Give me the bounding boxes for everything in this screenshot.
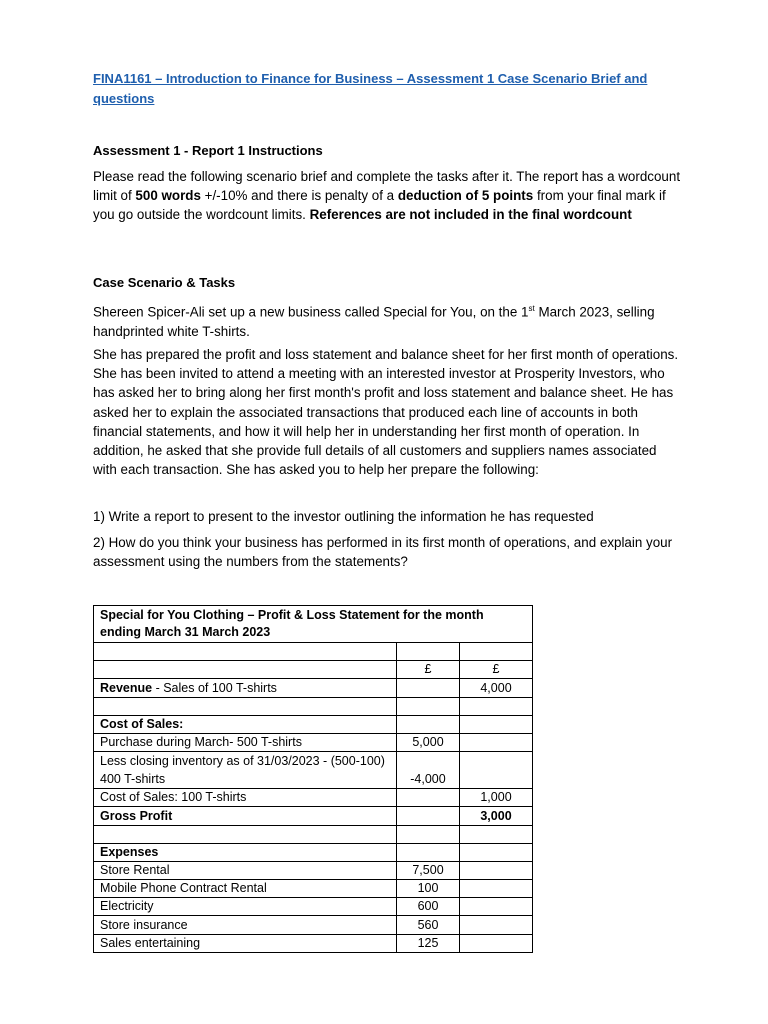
document-title-link[interactable]: FINA1161 – Introduction to Finance for Business – Assessment 1 Case Scenario Brief and questions: [93, 71, 648, 106]
table-row-closing: [94, 752, 533, 789]
cos-value: 1,000: [460, 789, 533, 807]
table-row-expense: [94, 861, 533, 879]
expense-value: 560: [397, 916, 460, 934]
instr-text-e: from your final mark if you go outside the wordcount limits.: [93, 188, 666, 223]
table-row-expenses-heading: [94, 843, 533, 861]
revenue-value: 4,000: [460, 679, 533, 697]
instructions-paragraph: [93, 167, 683, 225]
case-paragraph-1: [93, 299, 683, 341]
task-question-1: 1) Write a report to present to the investor outlining the information he has requested: [93, 509, 594, 524]
expense-value: 100: [397, 880, 460, 898]
table-row-expense: [94, 916, 533, 934]
table-row-expense: [94, 934, 533, 952]
case-heading: Case Scenario & Tasks: [93, 275, 236, 290]
expense-label: Sales entertaining: [94, 934, 397, 952]
table-row-purchase: [94, 733, 533, 751]
revenue-desc: - Sales of 100 T-shirts: [152, 680, 277, 695]
gross-profit-label: Gross Profit: [94, 807, 397, 825]
instr-references-note: References are not included in the final wordcount: [309, 207, 632, 223]
closing-value: -4,000: [397, 752, 460, 789]
instr-text-c: +/-10% and there is penalty of a: [200, 188, 398, 204]
cos-label: Cost of Sales: 100 T-shirts: [94, 789, 397, 807]
case-p1-sup: st: [528, 304, 535, 313]
purchase-label: Purchase during March- 500 T-shirts: [94, 733, 397, 751]
table-row-cos: [94, 789, 533, 807]
table-row-revenue: [94, 679, 533, 697]
currency-col-2: £: [460, 661, 533, 679]
table-row: [94, 825, 533, 843]
expense-label: Electricity: [94, 898, 397, 916]
table-heading: Special for You Clothing – Profit & Loss Statement for the month ending March 31 March 2023: [94, 606, 533, 643]
expense-value: 125: [397, 934, 460, 952]
purchase-value: 5,000: [397, 733, 460, 751]
table-row-currency: [94, 661, 533, 679]
closing-label: Less closing inventory as of 31/03/2023 - (500-100) 400 T-shirts: [94, 752, 397, 789]
instr-word-limit: 500 words: [135, 188, 201, 204]
instructions-heading: Assessment 1 - Report 1 Instructions: [93, 143, 323, 158]
expense-label: Store Rental: [94, 861, 397, 879]
cos-heading: Cost of Sales:: [94, 715, 397, 733]
expense-label: Store insurance: [94, 916, 397, 934]
table-row-cos-heading: [94, 715, 533, 733]
currency-col-1: £: [397, 661, 460, 679]
profit-loss-table: [93, 605, 533, 953]
revenue-label: Revenue: [100, 680, 153, 695]
table-row-expense: [94, 898, 533, 916]
case-p1-a: Shereen Spicer-Ali set up a new business called Special for You, on the 1: [93, 304, 529, 320]
table-row-expense: [94, 880, 533, 898]
expense-value: 7,500: [397, 861, 460, 879]
instr-penalty: deduction of 5 points: [397, 188, 534, 204]
case-paragraph-2: She has prepared the profit and loss statement and balance sheet for her first month of operations. She has been invited to attend a meeting with an interested investor at Prosperity Investors, who has asked her to bring along her first month's profit and loss statement and balance sheet. He has asked her to explain the associated transactions that produced each line of accounts in both financial statements, and how it will help her in understanding her first month of operation. In addition, he asked that she provide full details of all customers and suppliers names associated with each transaction. She has asked you to help her prepare the following:: [93, 347, 679, 478]
expense-value: 600: [397, 898, 460, 916]
table-row-gross-profit: [94, 807, 533, 825]
expense-label: Mobile Phone Contract Rental: [94, 880, 397, 898]
table-row: [94, 643, 533, 661]
case-p1-b: March 2023, selling handprinted white T-shirts.: [93, 304, 655, 339]
gross-profit-value: 3,000: [460, 807, 533, 825]
instr-text-a: Please read the following scenario brief and complete the tasks after it. The report has a wordcount limit of: [93, 169, 681, 204]
table-header-row: [94, 606, 533, 643]
expenses-heading: Expenses: [94, 843, 397, 861]
table-row: [94, 697, 533, 715]
task-question-2: 2) How do you think your business has performed in its first month of operations, and explain your assessment using the numbers from the statements?: [93, 535, 673, 570]
